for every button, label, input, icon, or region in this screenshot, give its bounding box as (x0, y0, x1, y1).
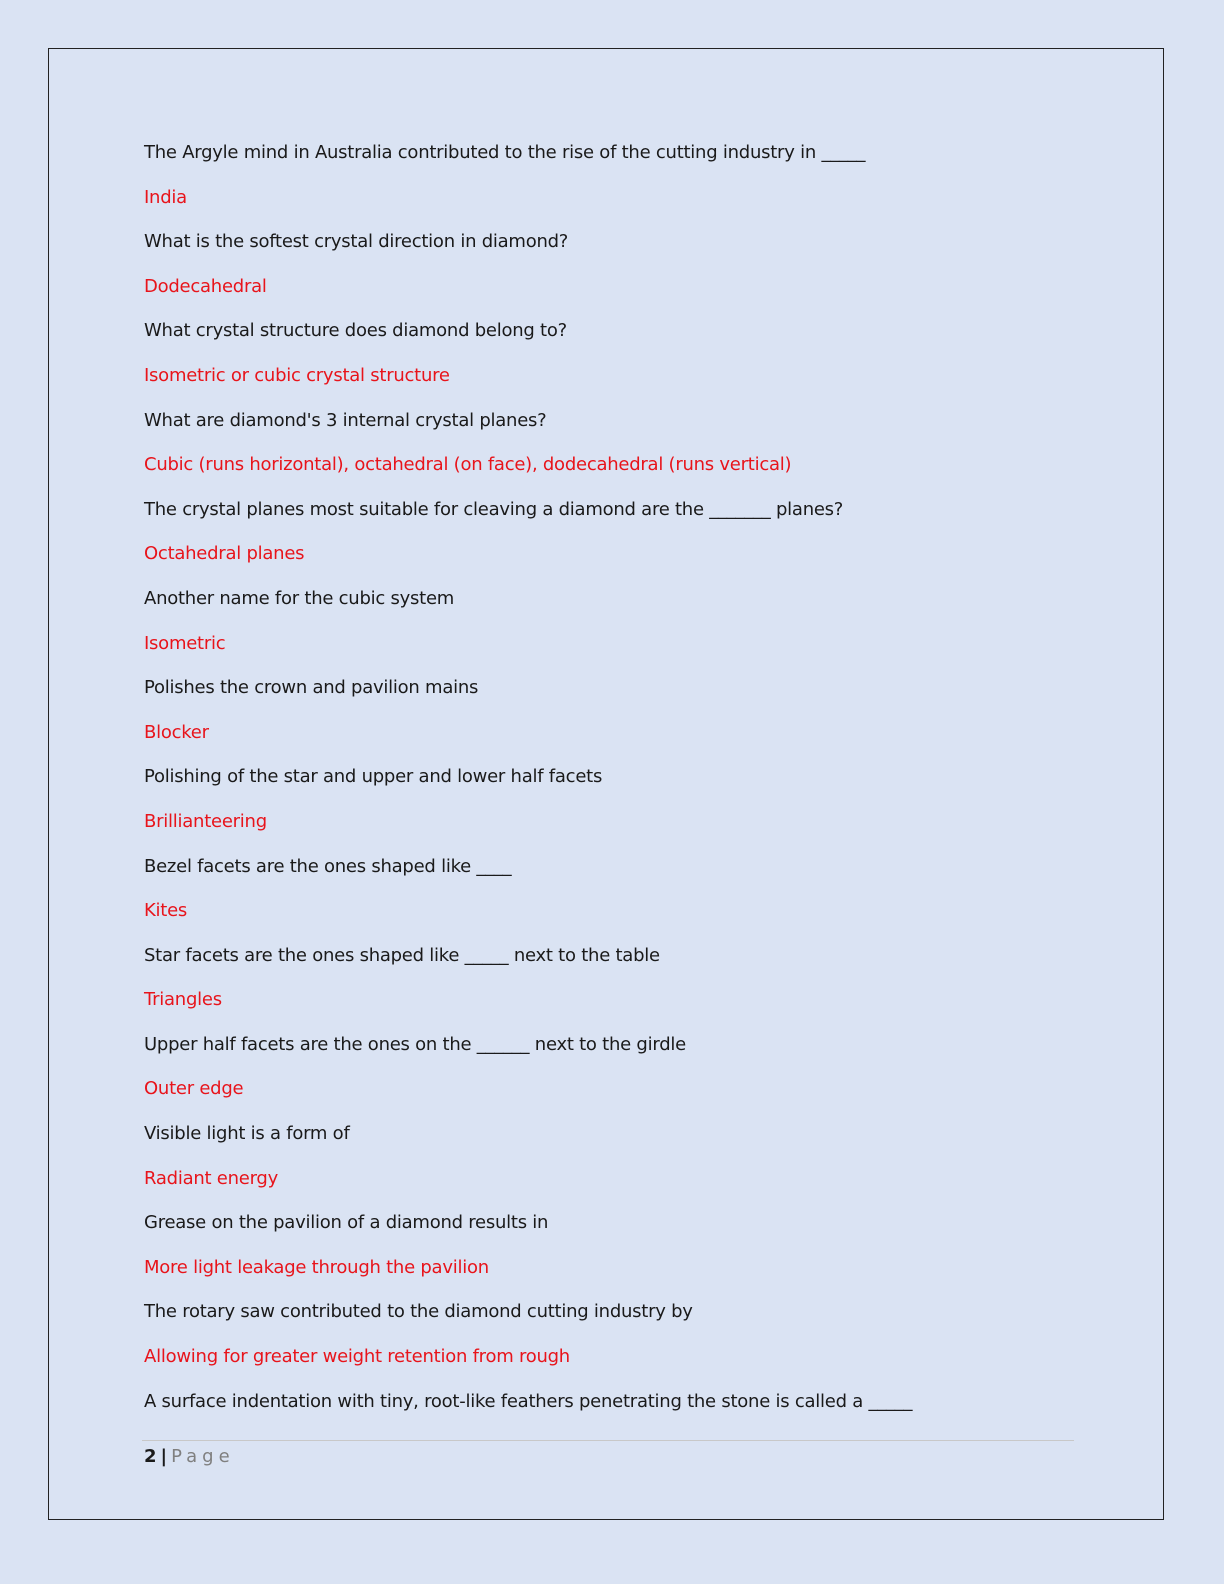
answer-line: Allowing for greater weight retention from rough (144, 1346, 570, 1368)
question-line: What are diamond's 3 internal crystal planes? (144, 409, 547, 431)
question-answer-list (144, 141, 1084, 1434)
answer-line: Blocker (144, 721, 209, 743)
page-number: 2 (144, 1446, 157, 1467)
answer-line: Cubic (runs horizontal), octahedral (on face), dodecahedral (runs vertical) (144, 454, 792, 476)
footer-separator: | (160, 1446, 168, 1467)
question-line: Bezel facets are the ones shaped like ____ (144, 855, 512, 877)
answer-line: Triangles (144, 989, 222, 1011)
question-line: Star facets are the ones shaped like _____ next to the table (144, 944, 660, 966)
question-line: A surface indentation with tiny, root-like feathers penetrating the stone is called a _____ (144, 1390, 913, 1412)
answer-line: India (144, 186, 187, 208)
question-line: Another name for the cubic system (144, 587, 455, 609)
page-footer (144, 1444, 235, 1470)
question-line: Upper half facets are the ones on the ______ next to the girdle (144, 1033, 686, 1055)
footer-divider (142, 1440, 1074, 1441)
answer-line: Brillianteering (144, 810, 267, 832)
answer-line: Dodecahedral (144, 275, 267, 297)
answer-line: Kites (144, 900, 188, 922)
answer-line: Outer edge (144, 1078, 244, 1100)
question-line: Polishing of the star and upper and lower half facets (144, 766, 603, 788)
question-line: The Argyle mind in Australia contributed to the rise of the cutting industry in _____ (144, 142, 866, 163)
answer-line: Isometric (144, 632, 226, 654)
question-line: Visible light is a form of (144, 1123, 350, 1145)
answer-line: Radiant energy (144, 1167, 279, 1189)
question-line: The rotary saw contributed to the diamond cutting industry by (144, 1301, 693, 1323)
question-line: Grease on the pavilion of a diamond results in (144, 1212, 549, 1234)
question-line: The crystal planes most suitable for cleaving a diamond are the _______ planes? (144, 498, 844, 520)
question-line: What crystal structure does diamond belong to? (144, 320, 567, 342)
answer-line: More light leakage through the pavilion (144, 1256, 489, 1278)
question-line: What is the softest crystal direction in diamond? (144, 231, 569, 253)
answer-line: Octahedral planes (144, 543, 305, 565)
page-word: Page (171, 1446, 235, 1467)
question-line: Polishes the crown and pavilion mains (144, 677, 479, 699)
answer-line: Isometric or cubic crystal structure (144, 364, 450, 386)
